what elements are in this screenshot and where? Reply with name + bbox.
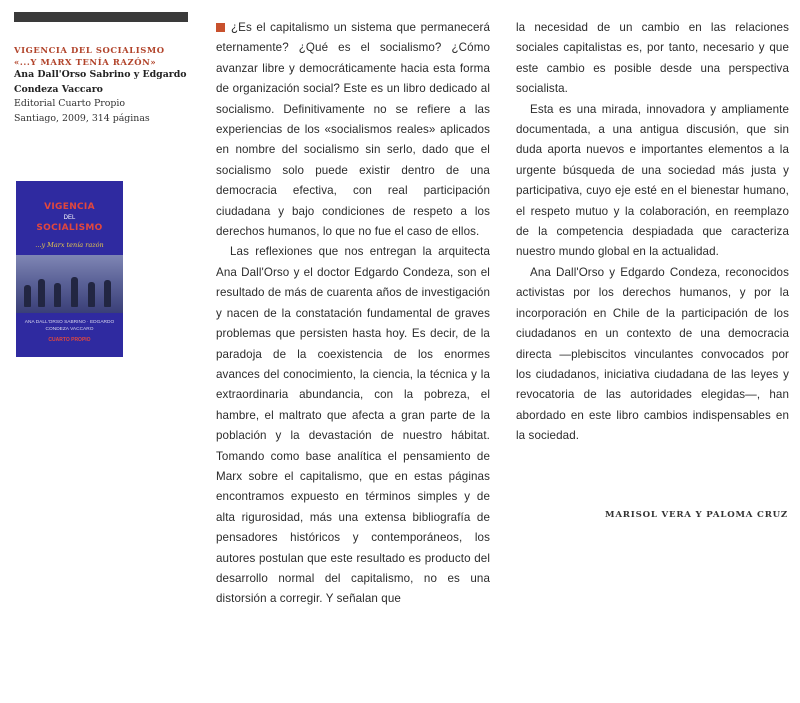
book-subtitle: «...Y MARX TENÍA RAZÓN» [14,57,157,67]
book-cover [16,181,123,357]
book-title [14,44,192,68]
cover-photo [16,255,123,313]
book-title-line-1: VIGENCIA DEL SOCIALISMO [14,45,165,55]
article-paragraph-2 [216,242,490,609]
article-paragraph-3: Esta es una mirada, innovadora y ampliamente documentada, a una antigua discusión, que sin duda aporta nuevos e importantes elementos a la urgente búsqueda de una sociedad más justa y participativa, cuyo eje esté en el bienestar humano, el respeto mutuo y la colaboración, en reemplazo de la competencia despiadada que caracteriza nuestro mundo global en la actualidad. [516,102,789,259]
header-rule [14,12,188,22]
article-paragraph-4: Ana Dall'Orso y Edgardo Condeza, reconocidos activistas por los derechos humanos, y por la incorporación en Chile de la participación de los ciudadanos en un contexto de una democracia directa —plebiscitos vinculantes convocados por los ciudadanos, iniciativa ciudadana de las leyes y revocatoria de las autoridades elegidas—, han abordado en este libro cambios indispensables en la sociedad. [516,265,789,443]
section-marker-icon [216,23,225,32]
cover-title-bottom: SOCIALISMO [36,223,103,233]
cover-title-top: VIGENCIA [44,202,95,212]
book-authors: Ana Dall'Orso Sabrino y Edgardo Condeza Vaccaro [14,69,187,95]
article-paragraph-2-text: Las reflexiones que nos entregan la arquitecta Ana Dall'Orso y el doctor Edgardo Condeza, son el resultado de más de cuarenta años de investigación y nacen de la constatación fundamental de graves problemas que persisten hasta hoy. Es decir, de la paradoja de la coexistencia de los enormes avances del conocimiento, la ciencia, la técnica y la extraordinaria abundancia, con la pobreza, el hambre, el maltrato que afecta a gran parte de la población y la devastación de nuestro hábitat. Tomando como base analítica el pensamiento de Marx sobre el capitalismo, que en estas páginas encontramos expuesto en términos simples y de alta rigurosidad, más una extensa bibliografía de pensadores históricos y contemporáneos, los autores postulan que este resultado es producto del desarrollo normal del capitalismo, no es una distorsión a corregir. Y señalan que [216,245,490,606]
cover-title-joiner: DEL [63,215,76,221]
book-details: Santiago, 2009, 314 páginas [14,112,150,124]
book-meta [14,68,192,126]
article-column-1 [216,18,490,610]
book-info [14,44,192,126]
cover-publisher: CUARTO PROPIO [48,337,91,343]
cover-subtitle: ...y Marx tenía razón [35,241,104,249]
article-paragraph-1: ¿Es el capitalismo un sistema que permanecerá eternamente? ¿Qué es el socialismo? ¿Cómo avanzar libre y democráticamente hacia esta forma de organización social? Este es un libro dedicado al socialismo. Definitivamente no se refiere a las experiencias de los «socialismos reales» aplicados en nombre del socialismo sin serlo, dado que el socialismo solo puede existir dentro de una democracia efectiva, con real participación ciudadana y bajo condiciones de respeto a los derechos humanos, lo que no fue el caso de ellos. [216,21,490,239]
book-publisher: Editorial Cuarto Propio [14,98,126,109]
cover-authors: ANA DALL'ORSO SABRINO · EDGARDO CONDEZA VACCARO [24,320,115,332]
article-signature: MARISOL VERA Y PALOMA CRUZ [605,510,788,520]
article-column-2 [516,18,789,447]
article-paragraph-2-continuation: la necesidad de un cambio en las relaciones sociales capitalistas es, por tanto, necesario y que este cambio es posible desde una perspectiva socialista. [516,21,789,96]
